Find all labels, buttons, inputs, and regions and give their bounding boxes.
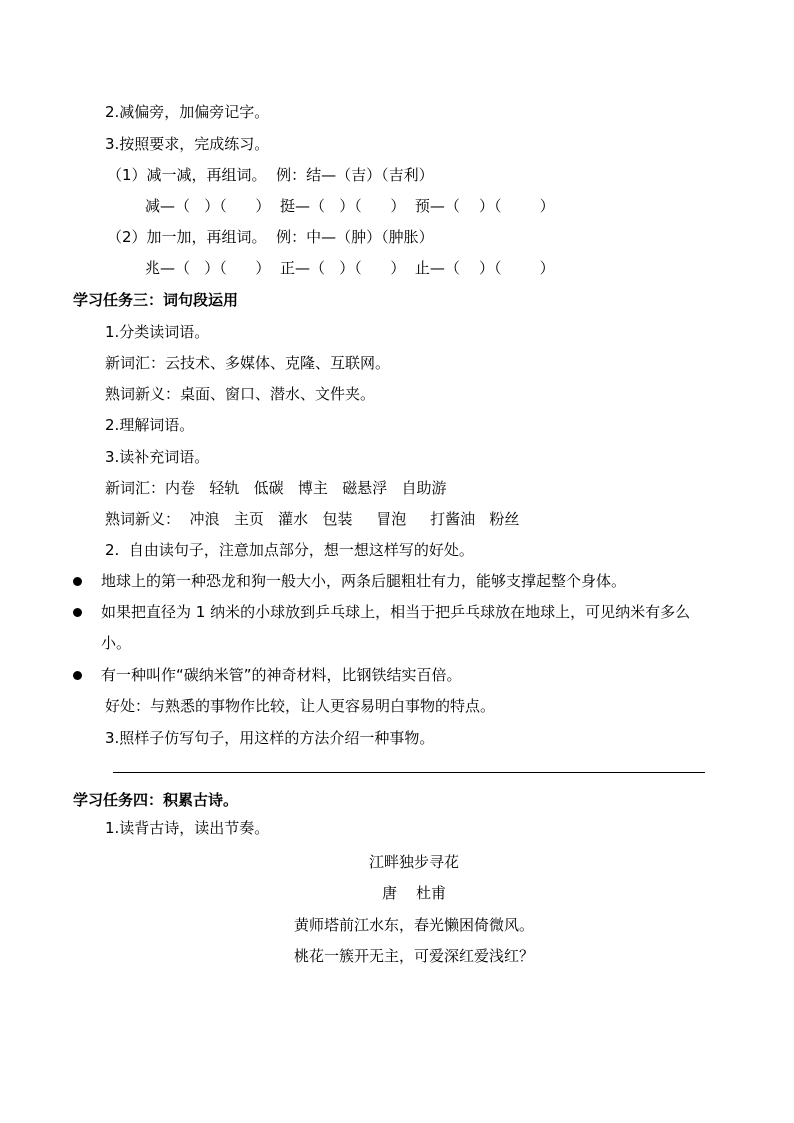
poem-author: 唐 杜甫: [381, 884, 447, 902]
bullet-icon: [73, 577, 82, 586]
bullet-icon: [73, 671, 82, 680]
poem-line-2: 桃花一簇开无主，可爱深红爱浅红？: [293, 947, 534, 965]
line-benefit: 好处：与熟悉的事物作比较，让人更容易明白事物的特点。: [105, 697, 496, 715]
bullet-icon: [73, 608, 82, 617]
line-reduce-radical: 2.减偏旁，加偏旁记字。: [105, 103, 270, 121]
task-4-heading: 学习任务四：积累古诗。: [73, 791, 239, 809]
line-familiar-words-new-meaning: 熟词新义：桌面、窗口、潜水、文件夹。: [105, 385, 376, 403]
line-new-vocab: 新词汇：云技术、多媒体、克隆、互联网。: [105, 354, 391, 372]
exercise-2-instruction: （2）加一加，再组词。 例：中—（肿）（肿胀）: [107, 228, 434, 246]
line-supplementary-words: 3.读补充词语。: [105, 448, 210, 466]
poem-title: 江畔独步寻花: [368, 853, 459, 871]
line-new-vocab-2: 新词汇：内卷 轻轨 低碳 博主 磁悬浮 自助游: [105, 479, 447, 497]
sentence-dinosaur: 地球上的第一种恐龙和狗一般大小，两条后腿粗壮有力，能够支撑起整个身体。: [101, 572, 627, 590]
task-3-heading: 学习任务三：词句段运用: [73, 291, 239, 309]
answer-line: [113, 772, 705, 773]
line-read-sentences: 2. 自由读句子，注意加点部分，想一想这样写的好处。: [105, 541, 474, 559]
line-understand-words: 2.理解词语。: [105, 416, 195, 434]
line-familiar-words-2: 熟词新义： 冲浪 主页 灌水 包装 冒泡 打酱油 粉丝: [105, 510, 520, 528]
exercise-1-blanks: 减—（ ）（ ） 挺—（ ）（ ） 预—（ ）（ ）: [145, 197, 555, 215]
exercise-1-instruction: （1）减一减，再组词。 例：结—（吉）（吉利）: [107, 166, 434, 184]
sentence-carbon-nanotube: 有一种叫作“碳纳米管”的神奇材料，比钢铁结实百倍。: [101, 666, 462, 684]
line-classify-words: 1.分类读词语。: [105, 323, 210, 341]
line-complete-exercise: 3.按照要求，完成练习。: [105, 135, 270, 153]
line-imitate-sentence: 3.照样子仿写句子，用这样的方法介绍一种事物。: [105, 729, 435, 747]
line-recite-poem: 1.读背古诗，读出节奏。: [105, 819, 270, 837]
exercise-2-blanks: 兆—（ ）（ ） 正—（ ）（ ） 止—（ ）（ ）: [145, 259, 555, 277]
sentence-nanometer-cont: 小。: [101, 634, 132, 652]
sentence-nanometer: 如果把直径为 1 纳米的小球放到乒乓球上，相当于把乒乓球放在地球上，可见纳米有多么: [101, 603, 691, 621]
poem-line-1: 黄师塔前江水东，春光懒困倚微风。: [293, 916, 534, 934]
